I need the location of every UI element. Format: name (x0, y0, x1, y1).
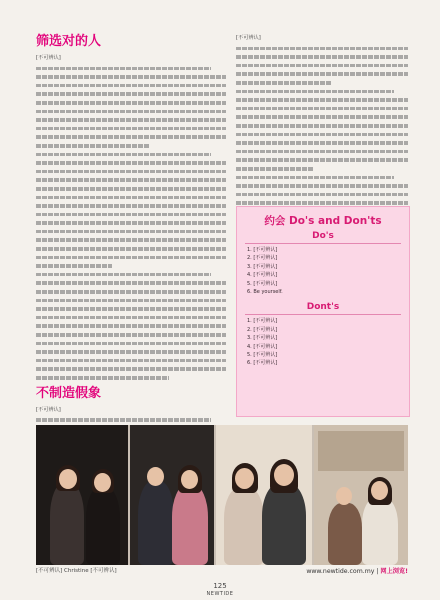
page-number: 125 (213, 582, 227, 590)
person-figure (262, 483, 306, 565)
person-face (59, 469, 77, 489)
donts-item: 1. [不可辨认] (247, 318, 278, 325)
person-figure (328, 503, 362, 565)
paragraph-2: [不可辨认] (36, 406, 61, 413)
donts-item: 4. [不可辨认] (247, 343, 278, 350)
divider (245, 314, 401, 315)
dos-item: 3. [不可辨认] (247, 263, 278, 270)
page-folio (0, 582, 440, 598)
background-wall (318, 431, 404, 471)
website-call-to-action: 网上浏览! (380, 568, 408, 575)
dos-item: 6. Be yourself. (247, 289, 283, 296)
illegible-text-block-3 (236, 47, 408, 214)
person-figure (138, 481, 174, 565)
person-face (336, 487, 352, 505)
person-face (371, 481, 388, 500)
photo-event-2 (130, 425, 214, 565)
person-figure (362, 497, 398, 565)
right-column (236, 34, 408, 218)
person-figure (86, 487, 120, 565)
photo-strip (36, 425, 408, 565)
donts-item: 6. [不可辨认] (247, 360, 278, 367)
paragraph-3: [不可辨认] (236, 35, 261, 41)
donts-title: Dont's (306, 302, 340, 313)
dos-and-donts-box (236, 206, 410, 417)
photo-event-1 (36, 425, 128, 565)
paragraph-1: [不可辨认] (36, 55, 61, 61)
person-figure (172, 485, 208, 565)
dos-item: 4. [不可辨认] (247, 272, 278, 279)
website-link[interactable] (306, 566, 408, 575)
donts-item: 2. [不可辨认] (247, 326, 278, 333)
dos-item: 2. [不可辨认] (247, 255, 278, 262)
photo-christine (216, 425, 312, 565)
photo-caption: [不可辨认] Christine [不可辨认] (36, 568, 117, 574)
donts-list (237, 318, 409, 367)
photo-couple (314, 425, 408, 565)
magazine-name: NEWTIDE (206, 591, 234, 597)
person-figure (50, 483, 84, 565)
dos-item: 5. [不可辨认] (247, 280, 278, 287)
illegible-text-block-1 (36, 67, 226, 380)
person-figure (224, 487, 264, 565)
dos-item: 1. [不可辨认] (247, 247, 278, 253)
donts-item: 3. [不可辨认] (247, 335, 278, 342)
website-url: www.newtide.com.my | (306, 568, 379, 575)
donts-item: 5. [不可辨认] (247, 352, 278, 359)
person-face (147, 467, 164, 486)
section-heading-no-false-image: 不制造假象 (36, 385, 102, 401)
dos-title: Do's (312, 231, 334, 241)
person-face (274, 464, 294, 486)
dos-list (237, 247, 409, 296)
box-title: 约会 Do's and Don'ts (264, 215, 382, 227)
person-face (235, 468, 254, 489)
divider (245, 243, 401, 244)
person-face (94, 473, 111, 492)
person-face (181, 470, 198, 489)
section-heading-choose-right-person: 筛选对的人 (36, 34, 102, 49)
